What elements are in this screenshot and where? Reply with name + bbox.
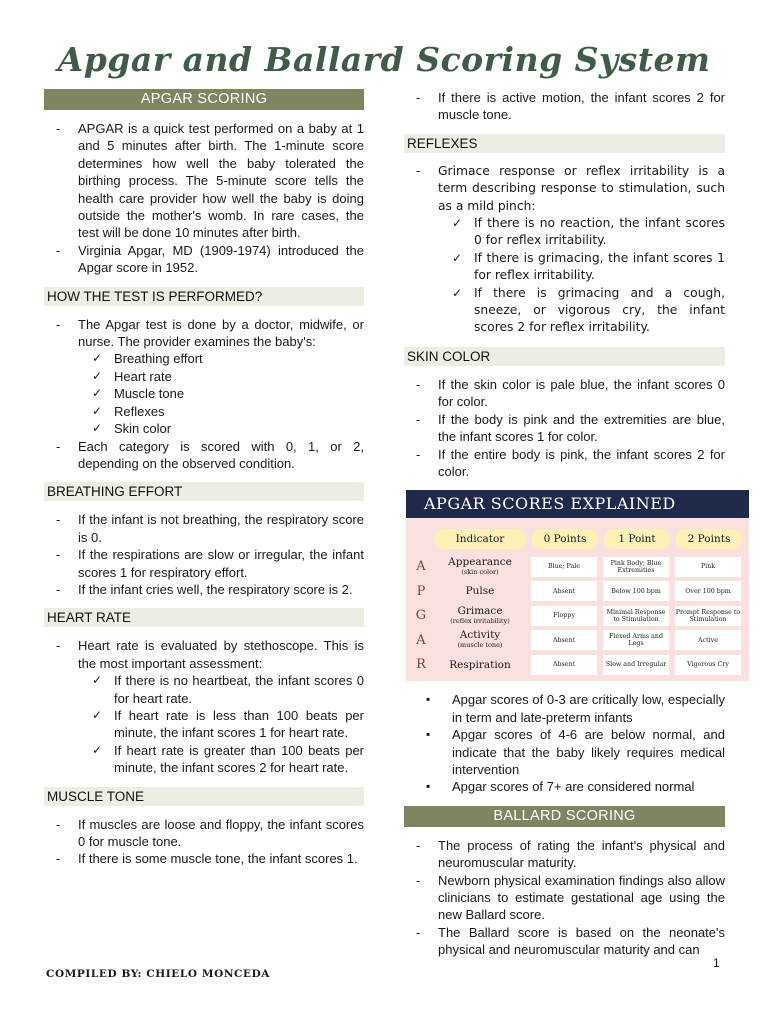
indicator-name: Pulse: [465, 585, 495, 598]
right-column: [404, 89, 741, 959]
left-column: [44, 89, 364, 868]
list-item: - If the respirations are slow or irregular, the infant scores 1 for respiratory effort.: [44, 546, 364, 581]
cell-1: Flexed Arms and Legs: [603, 630, 669, 650]
footer-credit: COMPILED BY: CHIELO MONCEDA: [46, 968, 271, 980]
list-item: - If there is active motion, the infant scores 2 for muscle tone.: [404, 89, 725, 124]
reflex-checklist: [438, 215, 725, 337]
list-item: ▪ Apgar scores of 0-3 are critically low, especially in term and late-preterm infants: [404, 691, 725, 726]
list-item: ▪ Apgar scores of 4-6 are below normal, and indicate that the baby likely requires medical intervention: [404, 726, 725, 778]
how-test-heading: HOW THE TEST IS PERFORMED?: [44, 287, 364, 306]
check-item: ✓ If there is grimacing and a cough, sneeze, or vigorous cry, the infant scores 2 for reflex irritability.: [438, 285, 725, 337]
list-item: - The process of rating the infant's physical and neuromuscular maturity.: [404, 837, 725, 872]
skin-list: [404, 376, 725, 480]
indicator-name: Respiration: [449, 658, 511, 671]
check-item: ✓ If heart rate is greater than 100 beats per minute, the infant scores 2 for heart rate.: [78, 742, 364, 777]
apgar-scoring-heading: APGAR SCORING: [44, 89, 364, 110]
row-indicator: [432, 660, 528, 670]
apgar-table-grid: [406, 518, 749, 677]
page-number: 1: [713, 956, 720, 970]
cell-0: Blue; Pale: [531, 557, 597, 577]
reflexes-heading: REFLEXES: [404, 134, 725, 153]
list-item: - If the entire body is pink, the infant scores 2 for color.: [404, 446, 725, 481]
list-item: [44, 316, 364, 438]
cell-1: Minimal Response to Stimulation: [603, 606, 669, 626]
list-item: [44, 637, 364, 776]
muscle-tone-heading: MUSCLE TONE: [44, 787, 364, 806]
ballard-list: [404, 837, 725, 959]
cell-2: Over 100 bpm: [675, 581, 741, 601]
cell-1: Pink Body; Blue Extremities: [603, 557, 669, 577]
row-letter: R: [416, 657, 426, 673]
list-item: - If the skin color is pale blue, the infant scores 0 for color.: [404, 376, 725, 411]
list-item: - If the infant cries well, the respiratory score is 2.: [44, 581, 364, 598]
reflex-intro: Grimace response or reflex irritability is a term describing response to stimulation, such as a mild pinch:: [438, 163, 725, 213]
row-indicator: [432, 586, 528, 596]
muscle-list: [44, 816, 364, 868]
cell-0: Absent: [531, 655, 597, 675]
check-item: ✓ If there is grimacing, the infant scores 1 for reflex irritability.: [438, 250, 725, 285]
skin-color-heading: SKIN COLOR: [404, 347, 725, 366]
cell-0: Floppy: [531, 606, 597, 626]
heart-rate-heading: HEART RATE: [44, 608, 364, 627]
cell-2: Active: [675, 630, 741, 650]
list-item: - Newborn physical examination findings also allow clinicians to estimate gestational age using the new Ballard score.: [404, 872, 725, 924]
indicator-name: Grimace: [457, 604, 503, 617]
cell-0: Absent: [531, 630, 597, 650]
check-item: ✓ Breathing effort: [78, 350, 364, 367]
list-item: - Virginia Apgar, MD (1909-1974) introduced the Apgar score in 1952.: [44, 242, 364, 277]
breathing-list: [44, 511, 364, 598]
how-list: [44, 316, 364, 473]
row-letter: A: [416, 559, 426, 575]
list-item: - Each category is scored with 0, 1, or 2, depending on the observed condition.: [44, 438, 364, 473]
indicator-sub: (muscle tone): [457, 641, 503, 650]
list-item: - The Ballard score is based on the neonate's physical and neuromuscular maturity and can: [404, 924, 725, 959]
indicator-name: Activity: [459, 629, 501, 642]
list-item: - If the infant is not breathing, the respiratory score is 0.: [44, 511, 364, 546]
check-item: ✓ Heart rate: [78, 368, 364, 385]
heart-list: [44, 637, 364, 776]
list-item: - If there is some muscle tone, the infant scores 1.: [44, 850, 364, 867]
table-row: [410, 652, 745, 677]
cell-1: Slow and Irregular: [603, 655, 669, 675]
list-item: [404, 163, 725, 337]
row-indicator: [432, 606, 528, 626]
ballard-scoring-heading: BALLARD SCORING: [404, 806, 725, 827]
indicator-sub: (reflex irritability): [450, 616, 510, 625]
indicator-sub: (skin color): [461, 567, 499, 576]
check-item: ✓ If heart rate is less than 100 beats per minute, the infant scores 1 for heart rate.: [78, 707, 364, 742]
list-item: ▪ Apgar scores of 7+ are considered normal: [404, 778, 725, 795]
check-item: ✓ Muscle tone: [78, 385, 364, 402]
list-item: - APGAR is a quick test performed on a baby at 1 and 5 minutes after birth. The 1-minute score determines how well the baby tolerated the birthing process. The 5-minute score tells the health care provider how well the baby is doing outside the mother's womb. In rare cases, the test will be done 10 minutes after birth.: [44, 120, 364, 242]
cell-2: Vigorous Cry: [675, 655, 741, 675]
muscle-cont-list: [404, 89, 725, 124]
how-intro: The Apgar test is done by a doctor, midwife, or nurse. The provider examines the baby's:: [78, 316, 364, 350]
row-indicator: [432, 630, 528, 650]
score-interpretation-list: [404, 691, 725, 795]
page-title: Apgar and Ballard Scoring System: [57, 40, 711, 79]
reflex-list: [404, 163, 725, 337]
apgar-list: [44, 120, 364, 277]
col-header-indicator: Indicator: [434, 529, 526, 549]
check-item: ✓ Skin color: [78, 420, 364, 437]
col-header-0: 0 Points: [532, 529, 598, 549]
cell-1: Below 100 bpm: [603, 581, 669, 601]
table-row: [410, 628, 745, 653]
indicator-name: Appearance: [448, 555, 512, 568]
apgar-scores-table: [406, 490, 749, 681]
col-header-2: 2 Points: [676, 529, 742, 549]
breathing-heading: BREATHING EFFORT: [44, 482, 364, 501]
check-item: ✓ If there is no reaction, the infant scores 0 for reflex irritability.: [438, 215, 725, 250]
table-row: [410, 603, 745, 628]
how-checklist: [78, 350, 364, 437]
table-row: [410, 579, 745, 604]
cell-0: Absent: [531, 581, 597, 601]
list-item: - If the body is pink and the extremities are blue, the infant scores 1 for color.: [404, 411, 725, 446]
row-letter: G: [415, 608, 427, 624]
list-item: - If muscles are loose and floppy, the infant scores 0 for muscle tone.: [44, 816, 364, 851]
apgar-table-title: APGAR SCORES EXPLAINED: [406, 490, 749, 518]
col-header-1: 1 Point: [604, 529, 670, 549]
cell-2: Prompt Response to Stimulation: [675, 606, 741, 626]
cell-2: Pink: [675, 557, 741, 577]
row-letter: A: [416, 632, 426, 648]
check-item: ✓ If there is no heartbeat, the infant scores 0 for heart rate.: [78, 672, 364, 707]
table-row: [410, 554, 745, 579]
heart-intro: Heart rate is evaluated by stethoscope. This is the most important assessment:: [78, 638, 364, 671]
row-letter: P: [416, 583, 426, 599]
row-indicator: [432, 557, 528, 577]
apgar-table-header-row: [410, 524, 745, 554]
check-item: ✓ Reflexes: [78, 403, 364, 420]
heart-checklist: [78, 672, 364, 776]
